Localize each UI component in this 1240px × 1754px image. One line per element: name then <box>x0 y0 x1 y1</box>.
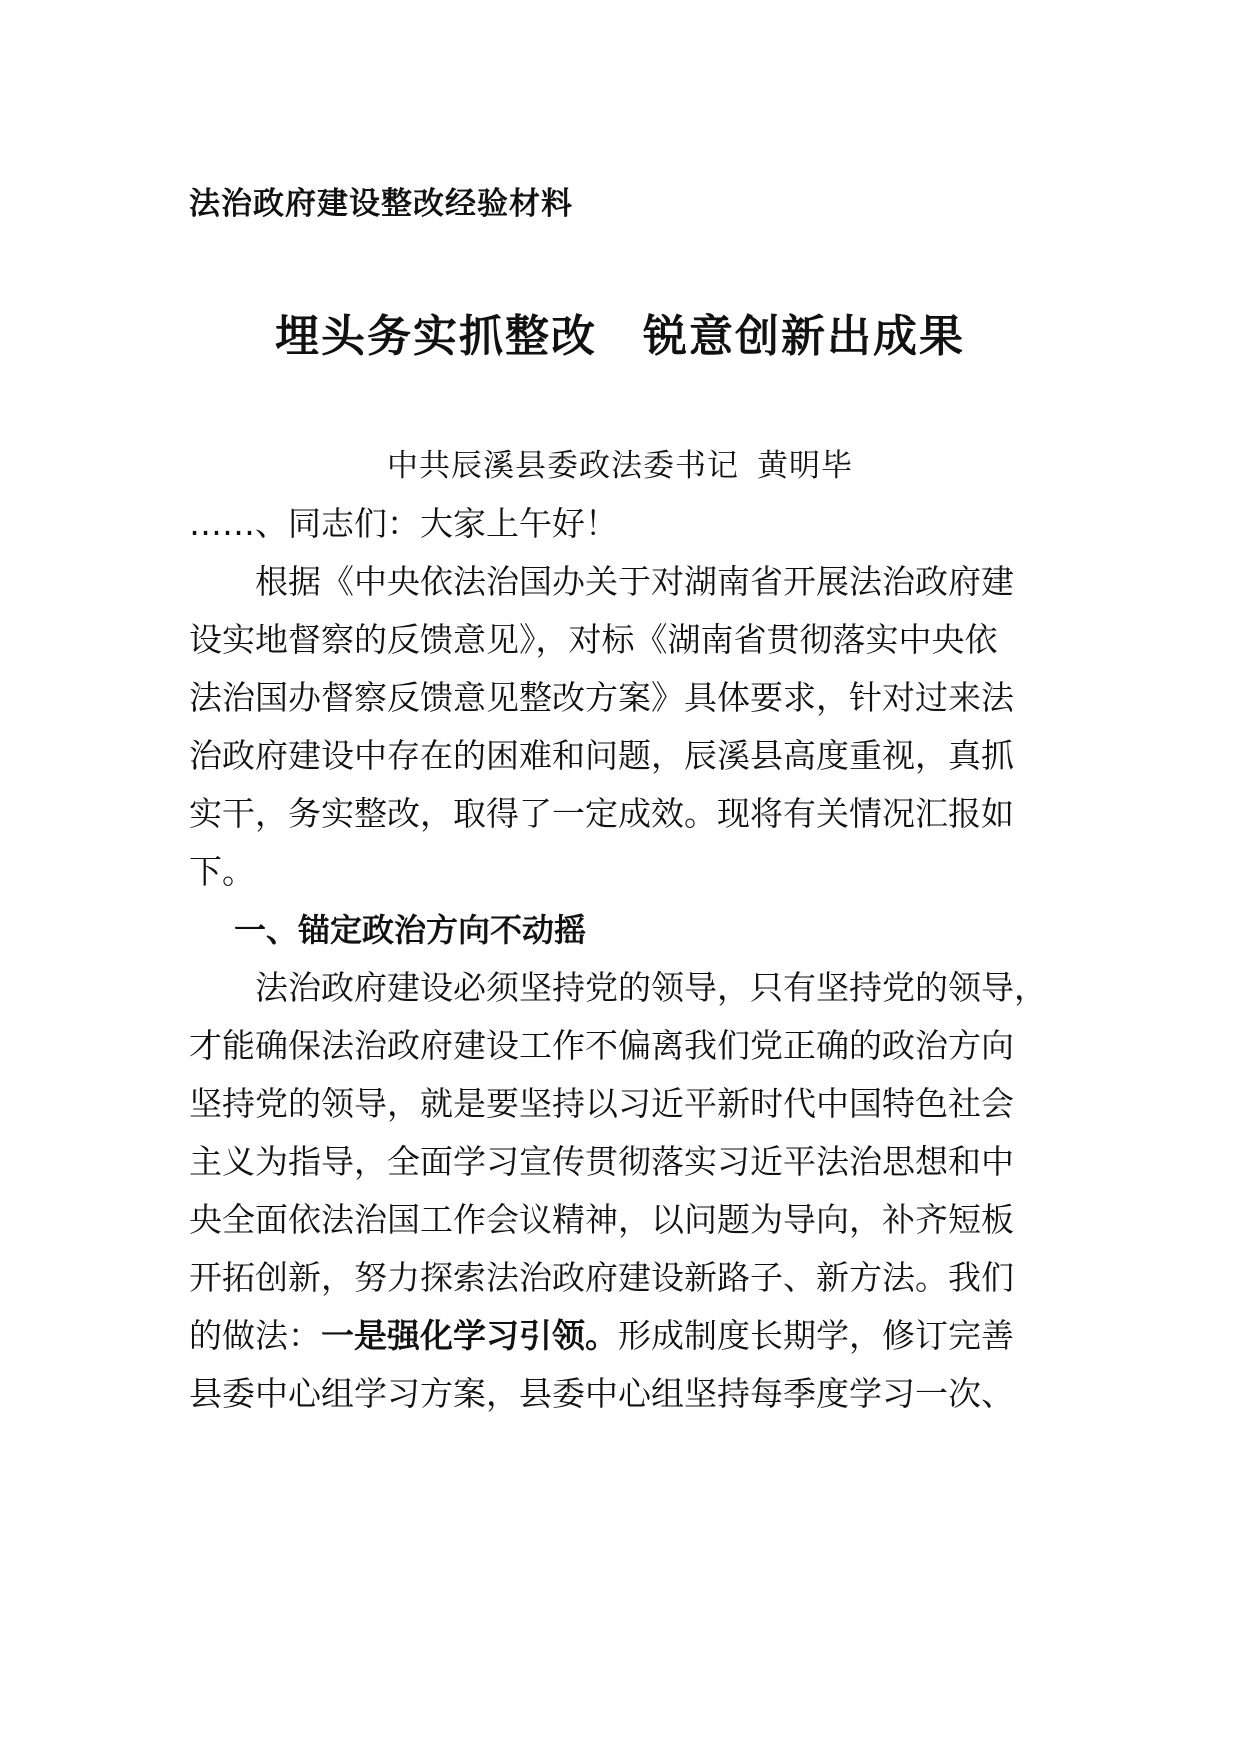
section-line <box>189 1312 1014 1360</box>
section-line: 才能确保法治政府建设工作不偏离我们党正确的政治方向 <box>189 1026 1014 1065</box>
author-line <box>0 440 1240 485</box>
section-line: 坚持党的领导，就是要坚持以习近平新时代中国特色社会 <box>189 1084 1014 1123</box>
section-line: 县委中心组学习方案，县委中心组坚持每季度学习一次、 <box>189 1374 1014 1413</box>
intro-line: 实干，务实整改，取得了一定成效。现将有关情况汇报如 <box>189 794 1014 833</box>
document-title <box>0 300 1240 364</box>
section-line: 主义为指导，全面学习宣传贯彻落实习近平法治思想和中 <box>189 1142 1014 1181</box>
title-part-1: 埋头务实抓整改 <box>275 311 597 362</box>
author-position: 中共辰溪县委政法委书记 <box>387 448 739 484</box>
section-line: 央全面依法治国工作会议精神，以问题为导向，补齐短板 <box>189 1200 1014 1239</box>
emphasis-text: 一是强化学习引领。 <box>321 1316 618 1355</box>
document-label: 法治政府建设整改经验材料 <box>189 186 573 222</box>
section-line-suffix: 形成制度长期学，修订完善 <box>618 1316 1014 1355</box>
section-line-prefix: 的做法： <box>189 1316 321 1355</box>
intro-line: 根据《中央依法治国办关于对湖南省开展法治政府建 <box>255 562 1014 601</box>
greeting: ……、同志们：大家上午好！ <box>189 504 618 543</box>
section-heading: 一、锚定政治方向不动摇 <box>234 911 587 949</box>
section-line: 开拓创新，努力探索法治政府建设新路子、新方法。我们 <box>189 1258 1014 1297</box>
intro-line: 下。 <box>189 852 255 891</box>
section-line: 法治政府建设必须坚持党的领导，只有坚持党的领导， <box>255 968 1047 1007</box>
intro-line: 法治国办督察反馈意见整改方案》具体要求，针对过来法 <box>189 678 1014 717</box>
title-part-2: 锐意创新出成果 <box>643 311 965 362</box>
intro-line: 治政府建设中存在的困难和问题，辰溪县高度重视，真抓 <box>189 736 1014 775</box>
author-name: 黄明毕 <box>757 448 853 484</box>
intro-line: 设实地督察的反馈意见》，对标《湖南省贯彻落实中央依 <box>189 620 998 659</box>
